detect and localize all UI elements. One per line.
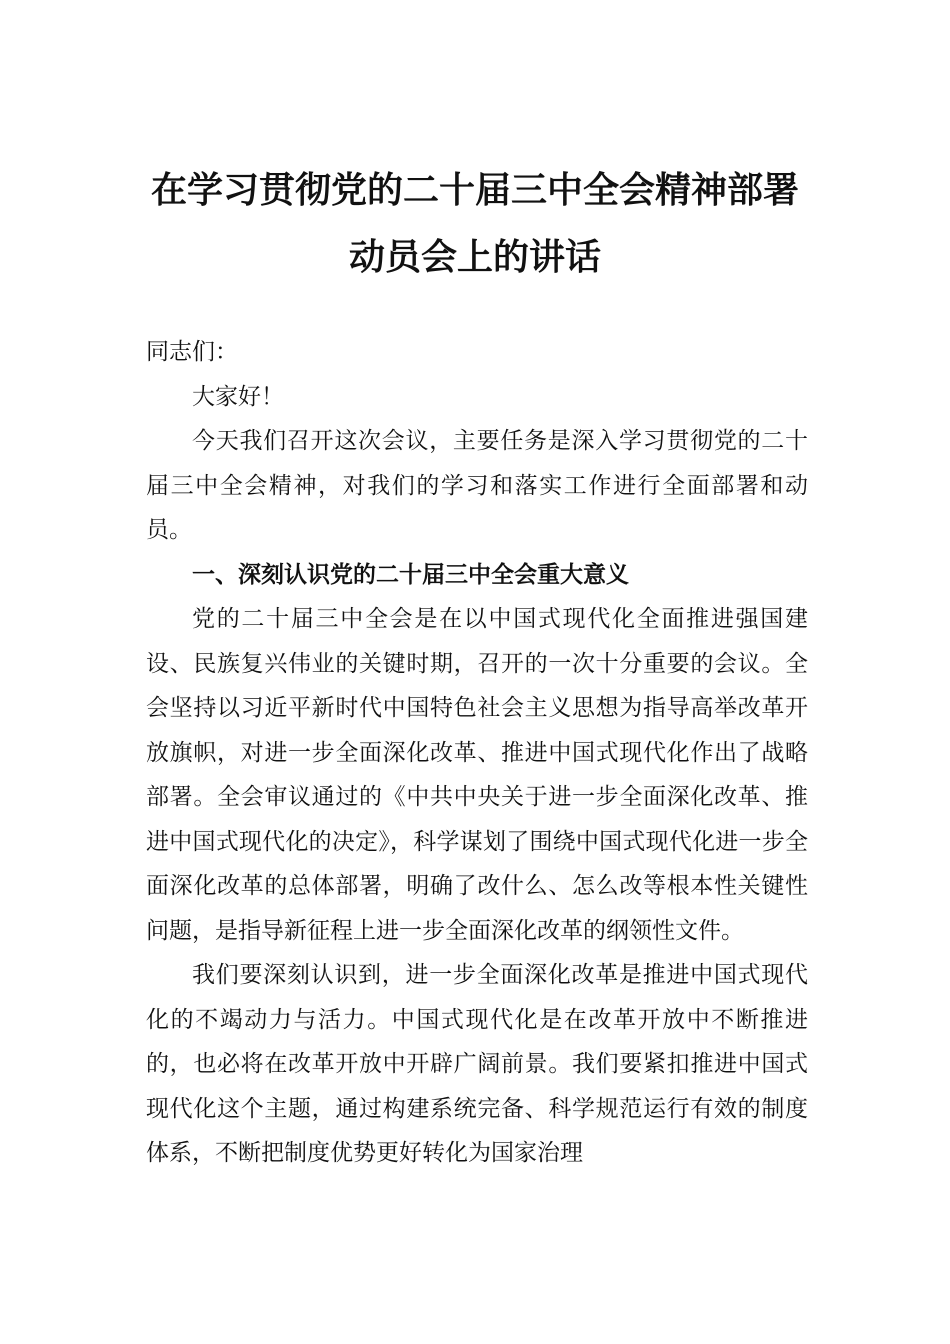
section-1-heading: 一、深刻认识党的二十届三中全会重大意义 xyxy=(192,561,629,588)
greeting: 大家好！ xyxy=(192,383,284,410)
document-title-line-2: 动员会上的讲话 xyxy=(348,236,601,278)
section-1-paragraph-2: 我们要深刻认识到，进一步全面深化改革是推进中国式现代化的不竭动力与活力。中国式现代化是在改革开放中不断推进的，也必将在改革开放中开辟广阔前景。我们要紧扣推进中国式现代化这个主题，通过构建系统完备、科学规范运行有效的制度体系，不断把制度优势更好转化为国家治理 xyxy=(146,962,808,1166)
salutation: 同志们： xyxy=(146,339,238,365)
document-body xyxy=(146,330,808,1176)
intro-paragraph: 今天我们召开这次会议，主要任务是深入学习贯彻党的二十届三中全会精神，对我们的学习和落实工作进行全面部署和动员。 xyxy=(146,428,808,543)
document-title-line-1: 在学习贯彻党的二十届三中全会精神部署 xyxy=(150,169,799,211)
section-1-paragraph-1: 党的二十届三中全会是在以中国式现代化全面推进强国建设、民族复兴伟业的关键时期，召开的一次十分重要的会议。全会坚持以习近平新时代中国特色社会主义思想为指导高举改革开放旗帜，对进一步全面深化改革、推进中国式现代化作出了战略部署。全会审议通过的《中共中央关于进一步全面深化改革、推进中国式现代化的决定》，科学谋划了围绕中国式现代化进一步全面深化改革的总体部署，明确了改什么、怎么改等根本性关键性问题，是指导新征程上进一步全面深化改革的纲领性文件。 xyxy=(146,606,808,944)
